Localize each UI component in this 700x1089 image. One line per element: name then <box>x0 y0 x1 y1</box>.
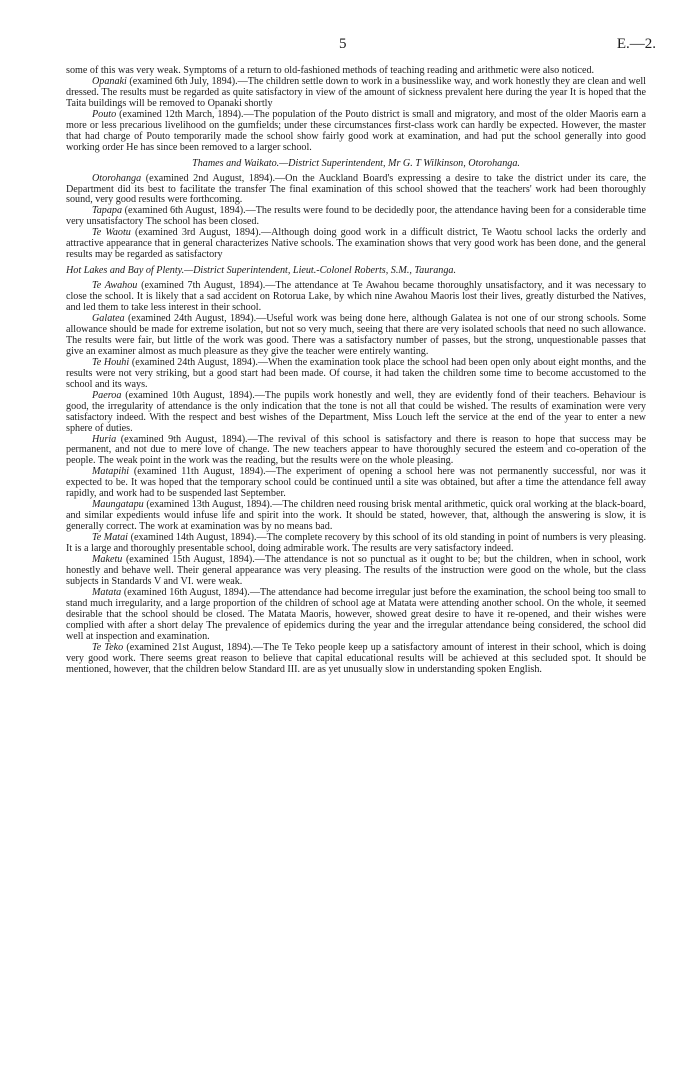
school-entry <box>66 174 646 207</box>
school-entry <box>66 588 646 643</box>
school-report-text: (examined 15th August, 1894).—The attendance is not so punctual as it ought to be; but the children, when in school, work honestly and behave well. Their general appearance was very pleasing. The results of the instruction were good on the whole, but the class subjects in Standards V and VI. were weak. <box>66 553 646 587</box>
school-report-text: (examined 7th August, 1894).—The attendance at Te Awahou became thoroughly unsatisfactory, and it was necessary to close the school. It is likely that a sad accident on Rotorua Lake, by which nine Awahou Maoris lost their lives, greatly disturbed the Natives, and led them to take less interest in their school. <box>66 280 647 314</box>
school-name: Te Teko <box>92 641 124 653</box>
document-reference: E.—2. <box>616 36 656 52</box>
school-entry <box>66 533 646 555</box>
school-report-text: (examined 9th August, 1894).—The revival of this school is satisfactory and there is reason to hope that success may be permanent, and not due to mere love of change. The new teachers appear to have thoroughly secured the esteem and co-operation of the people. The weak point in the work was the reading, but the results were on the whole pleasing. <box>66 433 646 467</box>
school-name: Te Houhi <box>92 356 130 368</box>
school-name: Otorohanga <box>92 172 142 184</box>
school-entry <box>66 110 646 154</box>
school-entry <box>66 77 646 110</box>
opening-paragraph: some of this was very weak. Symptoms of a return to old-fashioned methods of teaching reading and arithmetic were also noticed. <box>66 65 595 76</box>
school-name: Huria <box>92 433 117 445</box>
school-name: Te Matai <box>92 532 128 544</box>
page-header <box>0 36 700 56</box>
school-entry <box>66 228 646 261</box>
report-body <box>66 66 646 675</box>
school-report-text: (examined 10th August, 1894).—The pupils work honestly and well, they are evidently fond of their teachers. Behaviour is good, the irregularity of attendance is the only indication that the tone is not all that could be wished. The results of examination were very satisfactory indeed. With the respect and best wishes of the Department, Miss Louch left the service at the end of the year to enter a new sphere of duties. <box>66 389 646 434</box>
school-entry <box>66 391 646 435</box>
school-entry <box>66 314 646 358</box>
school-report-text: (examined 2nd August, 1894).—On the Auckland Board's expressing a desire to take the district under its care, the Department did its best to facilitate the transfer The final examination of this school showed that the teachers' work had been thoroughly sound, very good results were forthcoming. <box>66 172 646 206</box>
page-number: 5 <box>339 36 347 52</box>
school-name: Te Awahou <box>92 280 138 292</box>
section-heading: Thames and Waikato.—District Superintendent, Mr G. T Wilkinson, Otorohanga. <box>192 157 520 169</box>
school-name: Matapihi <box>92 466 130 478</box>
school-report-text: (examined 6th July, 1894).—The children settle down to work in a businesslike way, and work honestly they are clean and well dressed. The results must be regarded as quite satisfactory in view of the amount of sickness prevalent here during the year It is hoped that the Taita buildings will be removed to Opanaki shortly <box>66 75 646 109</box>
school-entry <box>66 281 646 314</box>
school-report-text: (examined 14th August, 1894).—The complete recovery by this school of its old standing in point of numbers is very pleasing. It is a large and thoroughly presentable school, doing admirable work. The results are very satisfactory indeed. <box>66 532 646 555</box>
school-report-text: (examined 24th August, 1894).—Useful work was being done here, although Galatea is not one of our strong schools. Some allowance should be made for extreme isolation, but not so very much, seeing that there are very isolated schools that need no such allowance. The results were fair, but little of the work was good. There was a satisfactory number of passes, but the strong, unquestionable passes that give an examiner almost as much pleasure as they give the teacher were entirely wanting. <box>66 313 646 357</box>
school-name: Paeroa <box>92 389 122 401</box>
school-name: Matata <box>92 586 122 598</box>
school-report-text: (examined 21st August, 1894).—The Te Teko people keep up a satisfactory amount of interest in their school, which is doing very good work. There seems great reason to believe that capital educational results will be achieved at this secluded spot. It should be mentioned, however, that the children below Standard III. are as yet unusually slow in understanding spoken English. <box>66 641 646 675</box>
school-entry <box>66 435 646 468</box>
school-report-text: (examined 16th August, 1894).—The attendance had become irregular just before the examination, the school being too small to stand much irregularity, and a large proportion of the children of school age at Matata were attending another school. On the whole, it seemed desirable that the school should be closed. The Matata Maoris, however, showed great desire to have it re-opened, and their wishes were complied with after a short delay The prevalence of epidemics during the year and the irregular attendance being considered, the school did well at inspection and examination. <box>66 586 646 642</box>
school-name: Maungatapu <box>92 499 144 511</box>
school-name: Galatea <box>92 313 125 325</box>
school-report-text: (examined 13th August, 1894).—The children need rousing brisk mental arithmetic, quick oral working at the black-board, and similar expedients would infuse life and spirit into the work. It should be stated, however, that, although the answering is slow, it is generally correct. The work at examination was by no means bad. <box>66 499 646 533</box>
school-report-text: (examined 12th March, 1894).—The population of the Pouto district is small and migratory, and most of the older Maoris earn a more or less precarious livelihood on the gumfields; under these circumstances first-class work can hardly be expected. However, the master that had charge of Pouto temporarily made the school show fairly good work at examination, and had put the school generally into good working order He has since been removed to a larger school. <box>66 108 646 153</box>
school-name: Tapapa <box>92 205 123 217</box>
school-report-text: (examined 6th August, 1894).—The results were found to be decidedly poor, the attendance having been for a considerable time very unsatisfactory The school has been closed. <box>66 205 646 228</box>
school-entry <box>66 643 646 676</box>
school-report-text: (examined 3rd August, 1894).—Although doing good work in a difficult district, Te Waotu school lacks the orderly and attractive appearance that in general characterizes Native schools. The examination shows that very good work has been done, and the general results may be regarded as satisfactory <box>66 227 646 261</box>
section-heading: Hot Lakes and Bay of Plenty.—District Superintendent, Lieut.-Colonel Roberts, S.M., Tauranga. <box>66 265 456 277</box>
school-name: Pouto <box>92 108 117 120</box>
school-report-text: (examined 24th August, 1894).—When the examination took place the school had been open only about eight months, and the results were not very striking, but a good start had been made. Of course, it had taken the children some time to become accustomed to the school and its ways. <box>66 356 646 390</box>
school-entry <box>66 467 646 500</box>
school-name: Opanaki <box>92 75 127 87</box>
school-name: Te Waotu <box>92 227 131 239</box>
school-entry <box>66 358 646 391</box>
school-entry <box>66 500 646 533</box>
school-report-text: (examined 11th August, 1894).—The experiment of opening a school here was not permanently successful, nor was it expected to be. It was hoped that the temporary school could be continued until a site was obtained, but after a time the attendance fell away rapidly, and work had to be suspended last September. <box>66 466 646 500</box>
school-entry <box>66 206 646 228</box>
school-entry <box>66 555 646 588</box>
school-name: Maketu <box>92 553 123 565</box>
